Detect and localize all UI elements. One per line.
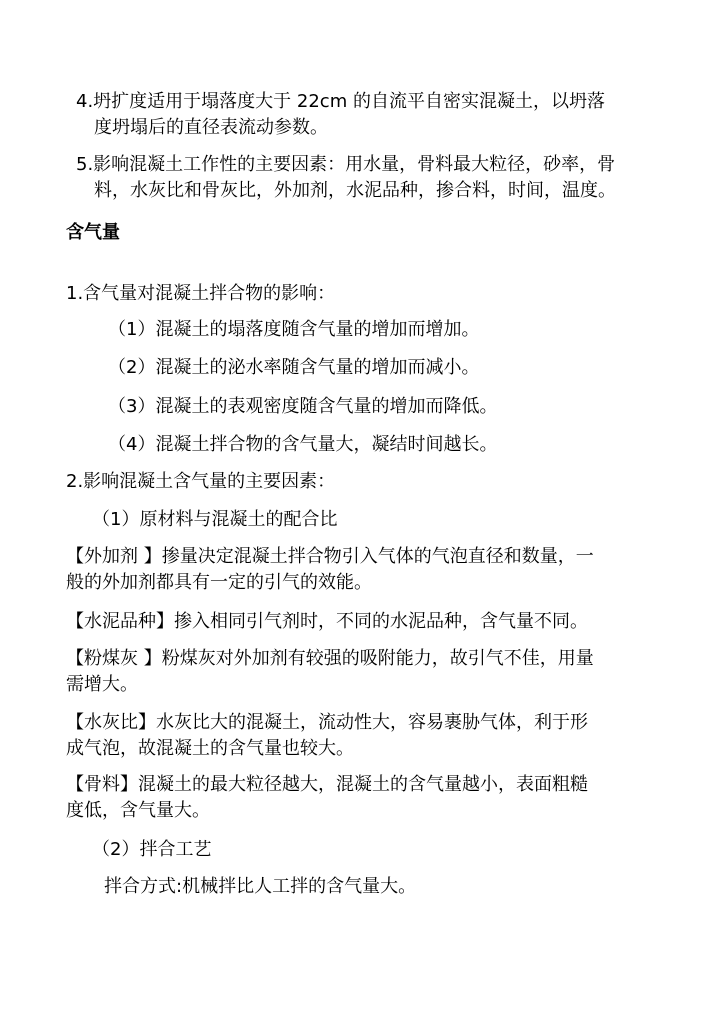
list-item-5-line2: 料，水灰比和骨灰比，外加剂，水泥品种，掺合料，时间，温度。 — [94, 180, 616, 201]
factor-wcratio-line1: 【水灰比】水灰比大的混凝土，流动性大，容易裹胁气体，利于形 — [66, 712, 588, 733]
factor-admixture-line1: 【外加剂 】掺量决定混凝土拌合物引入气体的气泡直径和数量，一 — [66, 546, 594, 567]
list-item-4-line1: 4.坍扩度适用于塌落度大于 22cm 的自流平自密实混凝土，以坍落 — [76, 91, 605, 112]
list-item-4-line2: 度坍塌后的直径表流动参数。 — [94, 117, 328, 138]
factor-aggregate-line2: 度低，含气量大。 — [66, 800, 210, 821]
factor-admixture-line2: 般的外加剂都具有一定的引气的效能。 — [66, 572, 372, 593]
factor-wcratio-line2: 成气泡，故混凝土的含气量也较大。 — [66, 738, 354, 759]
factor-flyash-line2: 需增大。 — [66, 674, 138, 695]
q2-title: 2.影响混凝土含气量的主要因素： — [66, 471, 336, 492]
section-heading: 含气量 — [66, 222, 120, 243]
factor-flyash-line1: 【粉煤灰 】粉煤灰对外加剂有较强的吸附能力，故引气不佳，用量 — [66, 648, 594, 669]
q1-item-3: （3）混凝土的表观密度随含气量的增加而降低。 — [108, 396, 498, 417]
q2-subheading-2: （2）拌合工艺 — [92, 839, 212, 860]
q1-item-4: （4）混凝土拌合物的含气量大，凝结时间越长。 — [108, 434, 498, 455]
q1-item-2: （2）混凝土的泌水率随含气量的增加而减小。 — [108, 357, 480, 378]
q1-item-1: （1）混凝土的塌落度随含气量的增加而增加。 — [108, 319, 480, 340]
mixing-method-note: 拌合方式:机械拌比人工拌的含气量大。 — [104, 876, 417, 897]
list-item-5-line1: 5.影响混凝土工作性的主要因素：用水量，骨料最大粒径，砂率，骨 — [76, 154, 616, 175]
factor-cement-line1: 【水泥品种】掺入相同引气剂时，不同的水泥品种，含气量不同。 — [66, 611, 588, 632]
q1-title: 1.含气量对混凝土拌合物的影响： — [66, 283, 336, 304]
factor-aggregate-line1: 【骨料】混凝土的最大粒径越大，混凝土的含气量越小，表面粗糙 — [66, 774, 588, 795]
q2-subheading-1: （1）原材料与混凝土的配合比 — [92, 509, 338, 530]
